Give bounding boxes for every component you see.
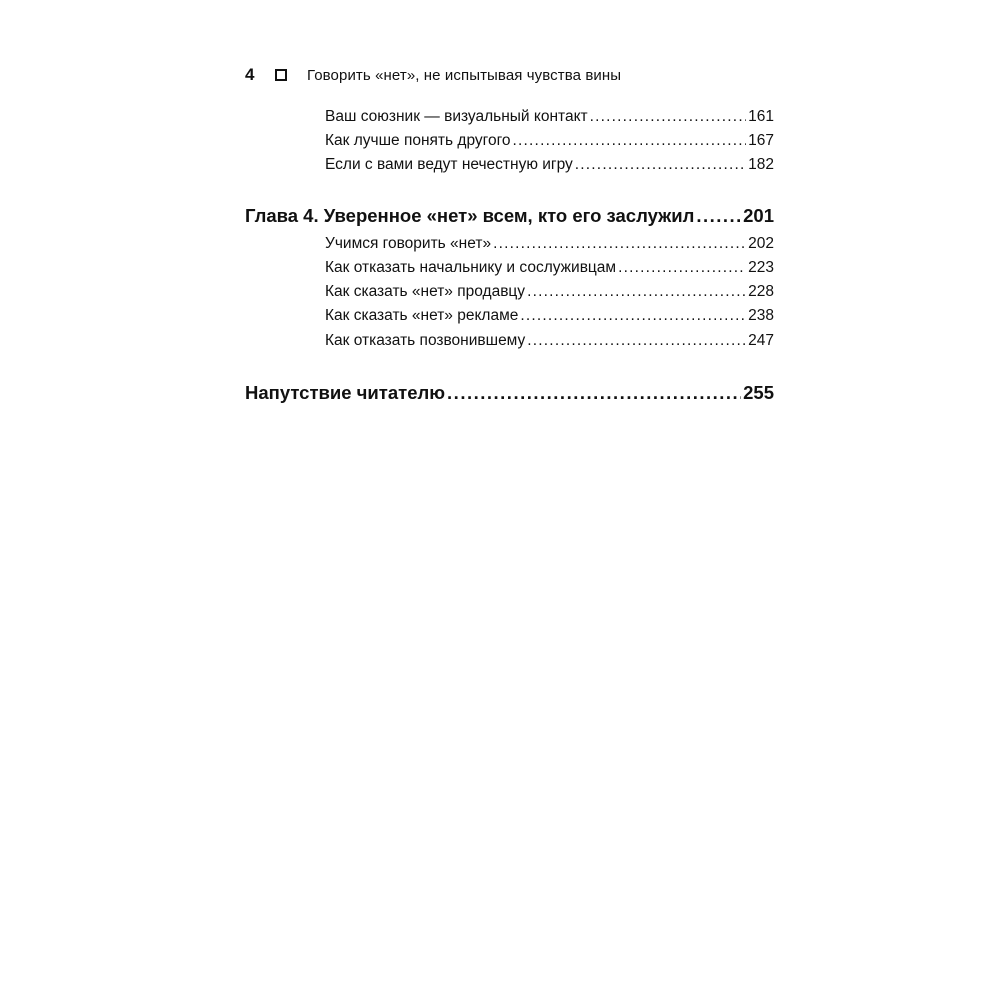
dot-leader xyxy=(618,257,746,279)
toc-entry-title: Как сказать «нет» рекламе xyxy=(325,307,519,324)
toc-entry-page: 247 xyxy=(748,332,774,349)
dot-leader xyxy=(590,106,746,128)
chapter-title: Глава 4. Уверенное «нет» всем, кто его заслужил xyxy=(245,205,695,226)
dot-leader xyxy=(513,130,747,152)
toc-chapter-entry xyxy=(245,203,774,229)
toc-entry-title: Как сказать «нет» продавцу xyxy=(325,283,526,300)
toc-entry-title: Как отказать позвонившему xyxy=(325,332,526,349)
dot-leader xyxy=(520,305,746,327)
toc-entry-page: 167 xyxy=(748,132,774,149)
afterword-page: 255 xyxy=(743,382,774,403)
toc-entry xyxy=(325,130,774,152)
toc-entry-page: 228 xyxy=(748,283,774,300)
toc-entry xyxy=(325,330,774,352)
toc-entry-title: Ваш союзник — визуальный контакт xyxy=(325,108,588,125)
chapter-page: 201 xyxy=(743,205,774,226)
toc-entry-title: Учимся говорить «нет» xyxy=(325,235,492,252)
book-title: Говорить «нет», не испытывая чувства вины xyxy=(307,66,622,84)
toc-entry-page: 238 xyxy=(748,307,774,324)
square-bullet-icon xyxy=(275,69,287,81)
toc-entry-title: Если с вами ведут нечестную игру xyxy=(325,156,573,173)
dot-leader xyxy=(575,154,746,176)
toc-entry xyxy=(325,106,774,128)
toc-entry xyxy=(325,154,774,176)
toc-entry-title: Как отказать начальнику и сослуживцам xyxy=(325,259,617,276)
toc-entry-page: 223 xyxy=(748,259,774,276)
toc-entry xyxy=(325,305,774,327)
toc-entry-page: 202 xyxy=(748,235,774,252)
dot-leader xyxy=(527,330,746,352)
dot-leader xyxy=(696,203,741,229)
toc-entry-page: 161 xyxy=(748,108,774,125)
toc-entry-title: Как лучше понять другого xyxy=(325,132,511,149)
page-number: 4 xyxy=(245,65,255,84)
afterword-title: Напутствие читателю xyxy=(245,382,446,403)
running-header xyxy=(245,63,775,87)
toc-entry xyxy=(325,233,774,255)
toc-entry-page: 182 xyxy=(748,156,774,173)
dot-leader xyxy=(493,233,746,255)
toc-entry xyxy=(325,257,774,279)
dot-leader xyxy=(447,380,741,406)
toc-afterword-entry xyxy=(245,380,774,406)
toc-entry xyxy=(325,281,774,303)
dot-leader xyxy=(527,281,746,303)
